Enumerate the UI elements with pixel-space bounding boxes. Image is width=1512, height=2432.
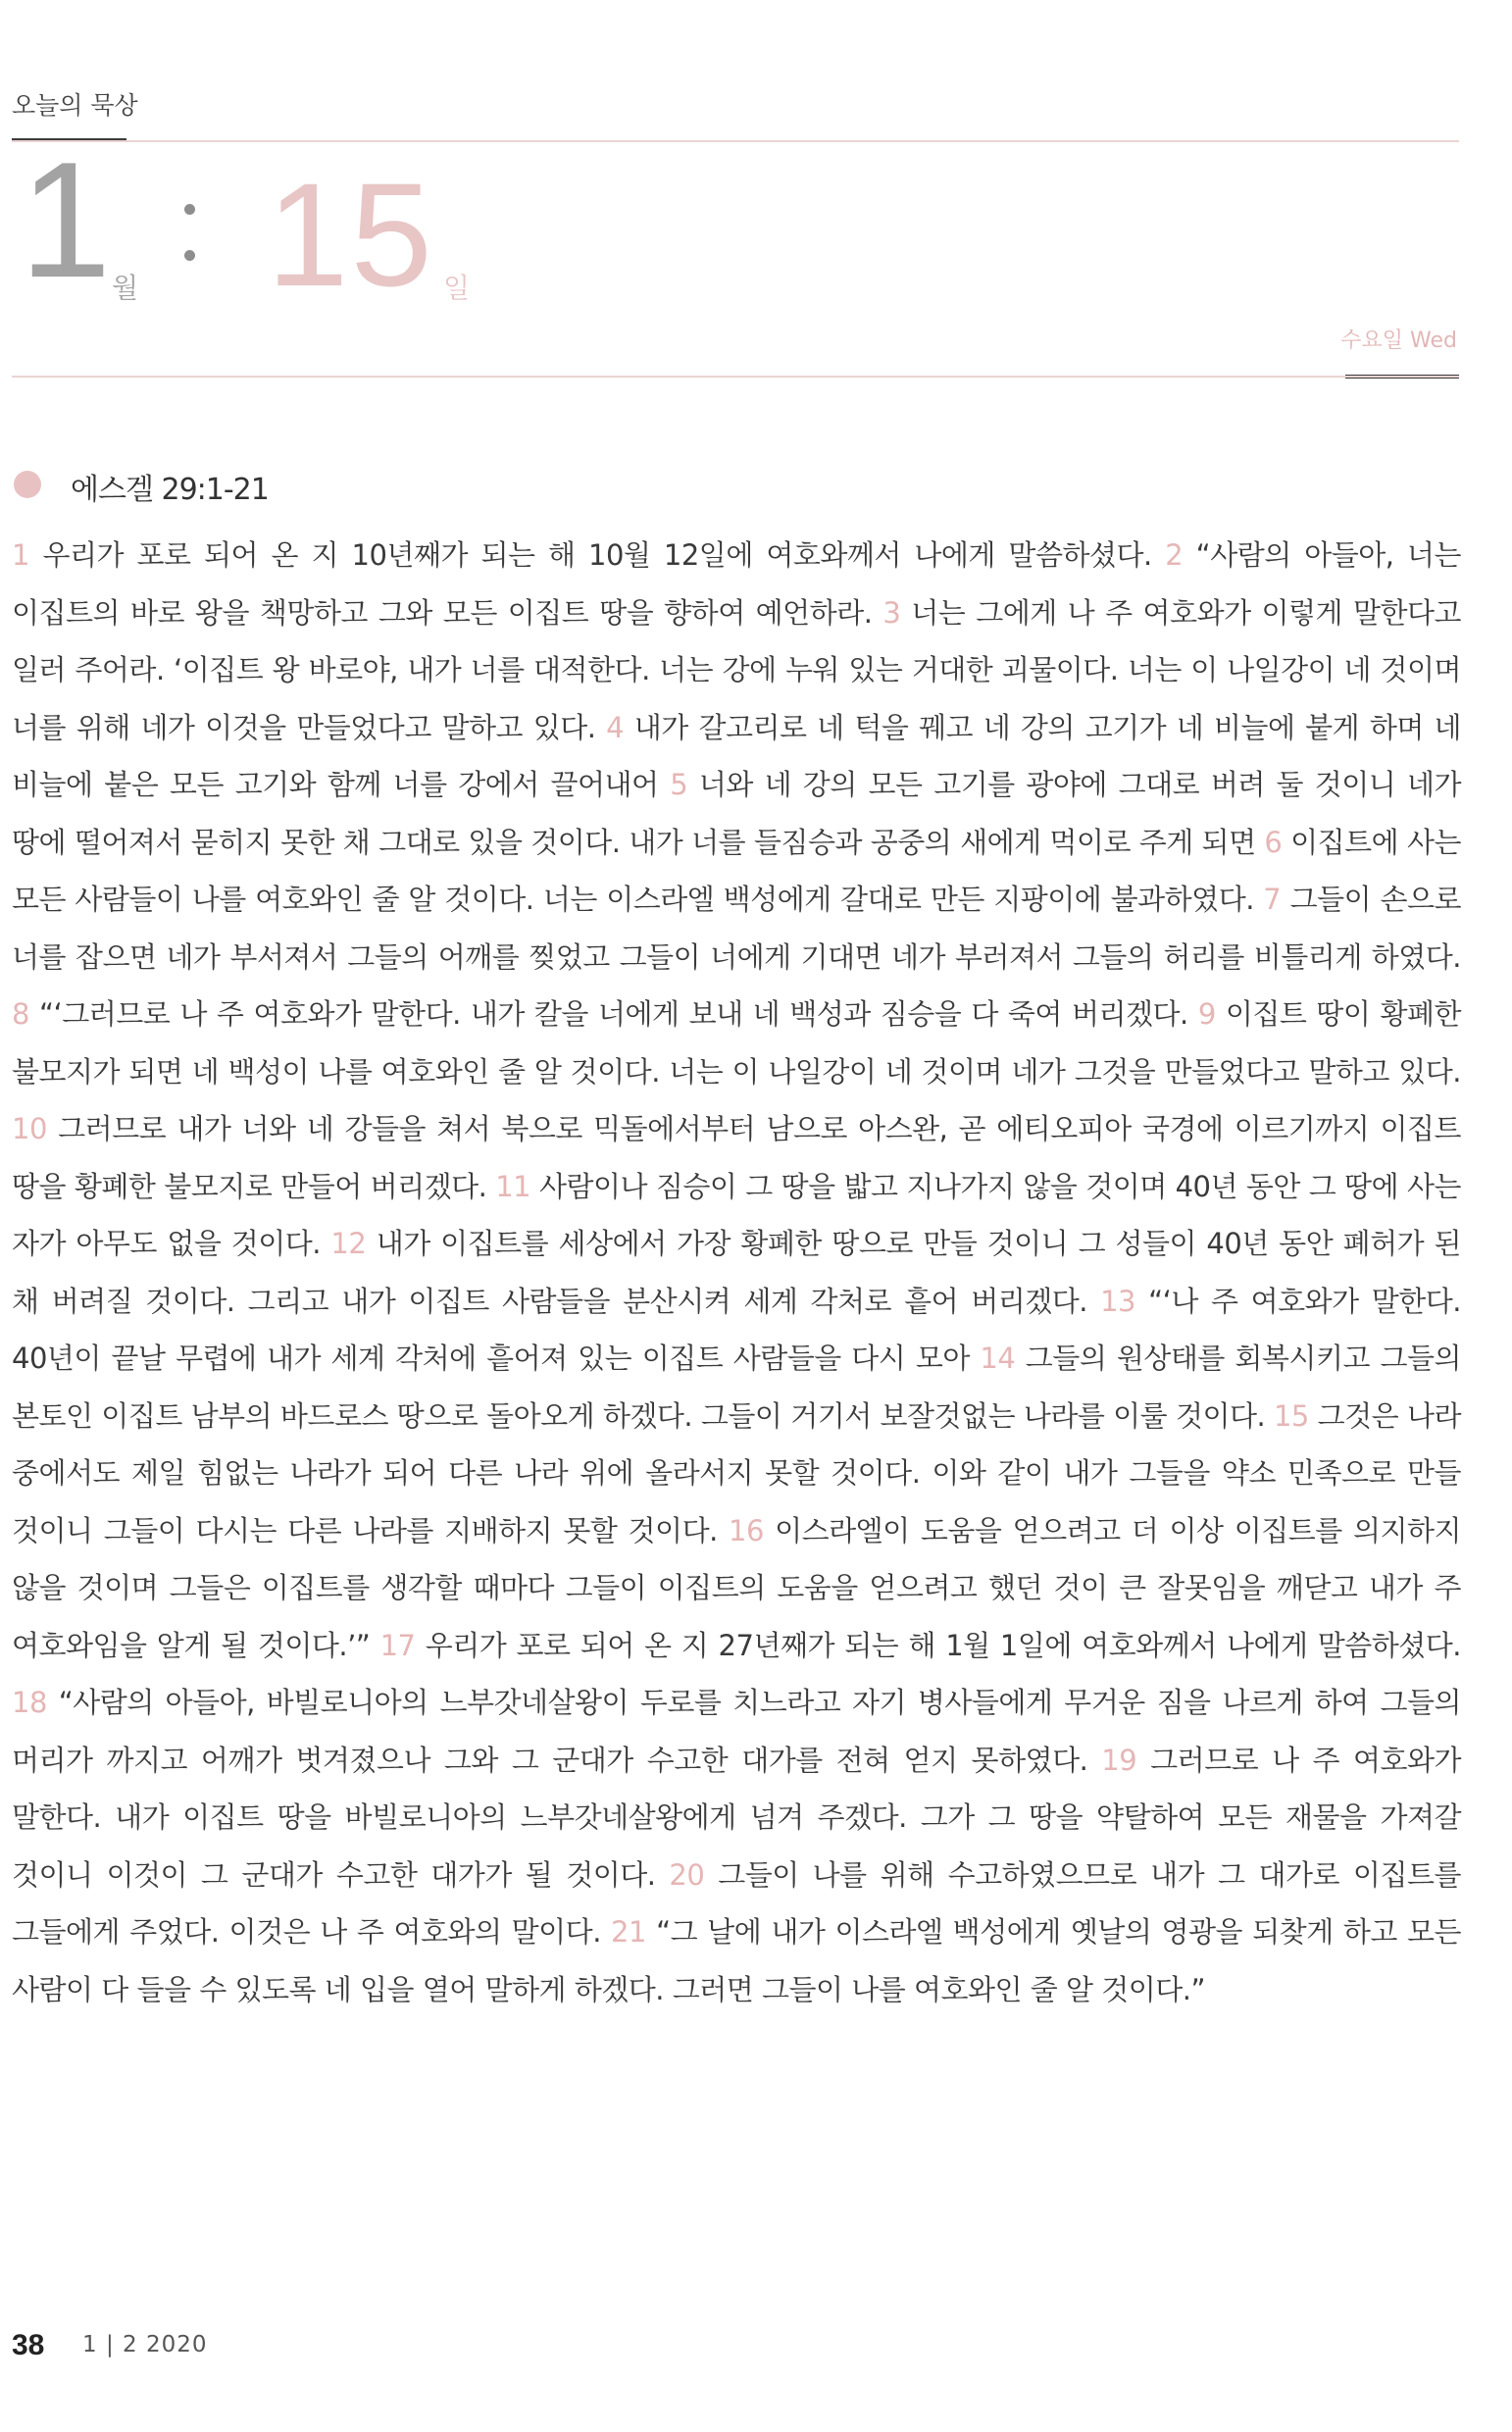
verse-number: 6 <box>1264 825 1283 859</box>
verse-number: 19 <box>1101 1743 1137 1777</box>
month-unit: 월 <box>112 272 139 304</box>
section-label: 오늘의 묵상 <box>12 91 138 120</box>
verse-number: 13 <box>1100 1284 1136 1318</box>
scripture-reference: 에스겔 29:1-21 <box>71 473 269 507</box>
verse-number: 8 <box>12 997 29 1031</box>
verse-text: 그들이 손으로 너를 잡으면 네가 부서져서 그들의 어깨를 찢었고 그들이 너에게 기대면 네가 부러져서 그들의 허리를 비틀리게 하였다. <box>12 883 1462 974</box>
verse-text: 우리가 포로 되어 온 지 10년째가 되는 해 10월 12일에 여호와께서 나에게 말씀하셨다. <box>42 538 1152 572</box>
verse-number: 17 <box>379 1628 416 1662</box>
weekday-label: 수요일 Wed <box>1340 329 1457 353</box>
verse-text: 이스라엘이 도움을 얻으려고 더 이상 이집트를 의지하지 않을 것이며 그들은 이집트를 생각할 때마다 그들이 이집트의 도움을 얻으려고 했던 것이 큰 잘못임을 깨닫고 내가 주 여호와임을 알게 될 것이다.’” <box>12 1513 1462 1662</box>
day-number: 15 <box>267 152 434 317</box>
verse-number: 20 <box>669 1857 705 1892</box>
verse-text: 우리가 포로 되어 온 지 27년째가 되는 해 1월 1일에 여호와께서 나에게 말씀하셨다. <box>425 1628 1462 1662</box>
verse-text: 이집트 땅이 황폐한 불모지가 되면 네 백성이 나를 여호와인 줄 알 것이다. 너는 이 나일강이 네 것이며 네가 그것을 만들었다고 말하고 있다. <box>12 997 1462 1089</box>
verse-number: 5 <box>670 768 688 801</box>
verse-number: 11 <box>495 1169 531 1203</box>
verse-text: 그러므로 내가 너와 네 강들을 쳐서 북으로 믹돌에서부터 남으로 아스완, 곧 에티오피아 국경에 이르기까지 이집트 땅을 황폐한 불모지로 만들어 버리겠다. <box>12 1112 1462 1203</box>
verse-number: 15 <box>1273 1398 1309 1433</box>
verse-text: 그것은 나라 중에서도 제일 힘없는 나라가 되어 다른 나라 위에 올라서지 못할 것이다. 이와 같이 내가 그들을 약소 민족으로 만들 것이니 그들이 다시는 다른 나라를 지배하지 못할 것이다. <box>12 1398 1461 1547</box>
verse-number: 14 <box>980 1342 1016 1375</box>
verse-text: 그들이 나를 위해 수고하였으므로 내가 그 대가로 이집트를 그들에게 주었다. 이것은 나 주 여호와의 말이다. <box>12 1857 1461 1949</box>
verse-text: 이집트에 사는 모든 사람들이 나를 여호와인 줄 알 것이다. 너는 이스라엘 백성에게 갈대로 만든 지팡이에 불과하였다. <box>12 825 1462 916</box>
verse-text: 그러므로 나 주 여호와가 말한다. 내가 이집트 땅을 바빌로니아의 느부갓네살왕에게 넘겨 주겠다. 그가 그 땅을 약탈하여 모든 재물을 가져갈 것이니 이것이 그 군대가 수고한 대가가 될 것이다. <box>12 1743 1461 1892</box>
verse-number: 18 <box>12 1686 47 1719</box>
scripture-passage <box>12 527 1461 2018</box>
reference-bullet-icon <box>14 471 41 498</box>
verse-text: 너는 그에게 나 주 여호와가 이렇게 말한다고 일러 주어라. ‘이집트 왕 바로야, 내가 너를 대적한다. 너는 강에 누워 있는 거대한 괴물이다. 너는 이 나일강이 네 것이며 너를 위해 네가 이것을 만들었다고 말하고 있다. <box>12 595 1462 744</box>
date-colon <box>184 204 198 296</box>
verse-number: 2 <box>1165 538 1184 572</box>
verse-number: 1 <box>12 538 29 572</box>
verse-number: 3 <box>882 595 901 630</box>
verse-text: 너와 네 강의 모든 고기를 광야에 그대로 버려 둘 것이니 네가 땅에 떨어져서 묻히지 못한 채 그대로 있을 것이다. 내가 너를 들짐승과 공중의 새에게 먹이로 주게 되면 <box>12 768 1461 859</box>
page-number: 38 <box>12 2329 45 2361</box>
issue-info: 1 | 2 2020 <box>82 2332 208 2357</box>
verse-text: 그들의 원상태를 회복시키고 그들의 본토인 이집트 남부의 바드로스 땅으로 돌아오게 하겠다. 그들이 거기서 보잘것없는 나라를 이룰 것이다. <box>12 1342 1462 1433</box>
top-divider <box>12 140 1459 142</box>
verse-number: 7 <box>1263 883 1282 916</box>
date-divider <box>12 376 1459 378</box>
verse-number: 9 <box>1197 997 1216 1031</box>
verse-text: “‘나 주 여호와가 말한다. 40년이 끝날 무렵에 내가 세계 각처에 흩어져 있는 이집트 사람들을 다시 모아 <box>12 1284 1462 1375</box>
verse-text: 내가 갈고리로 네 턱을 꿰고 네 강의 고기가 네 비늘에 붙게 하며 네 비늘에 붙은 모든 고기와 함께 너를 강에서 끌어내어 <box>12 710 1462 801</box>
verse-number: 21 <box>611 1915 646 1949</box>
verse-number: 12 <box>330 1227 367 1260</box>
verse-number: 4 <box>606 710 625 744</box>
verse-text: 사람이나 짐승이 그 땅을 밟고 지나가지 않을 것이며 40년 동안 그 땅에 사는 자가 아무도 없을 것이다. <box>12 1169 1462 1260</box>
verse-number: 16 <box>729 1513 764 1547</box>
month-number: 1 <box>20 127 108 312</box>
verse-text: “사람의 아들아, 너는 이집트의 바로 왕을 책망하고 그와 모든 이집트 땅을 향하여 예언하라. <box>12 538 1462 630</box>
verse-number: 10 <box>12 1112 47 1145</box>
verse-text: “그 날에 내가 이스라엘 백성에게 옛날의 영광을 되찾게 하고 모든 사람이 다 들을 수 있도록 네 입을 열어 말하게 하겠다. 그러면 그들이 나를 여호와인 줄 알 것이다.” <box>12 1915 1462 2006</box>
day-unit: 일 <box>443 272 471 304</box>
verse-text: 내가 이집트를 세상에서 가장 황폐한 땅으로 만들 것이니 그 성들이 40년 동안 폐허가 된 채 버려질 것이다. 그리고 내가 이집트 사람들을 분산시켜 세계 각처로 흩어 버리겠다. <box>12 1227 1462 1318</box>
verse-text: “‘그러므로 나 주 여호와가 말한다. 내가 칼을 너에게 보내 네 백성과 짐승을 다 죽여 버리겠다. <box>39 997 1188 1031</box>
verse-text: “사람의 아들아, 바빌로니아의 느부갓네살왕이 두로를 치느라고 자기 병사들에게 무거운 짐을 나르게 하여 그들의 머리가 까지고 어깨가 벗겨졌으나 그와 그 군대가 수고한 대가를 전혀 얻지 못하였다. <box>12 1686 1462 1777</box>
